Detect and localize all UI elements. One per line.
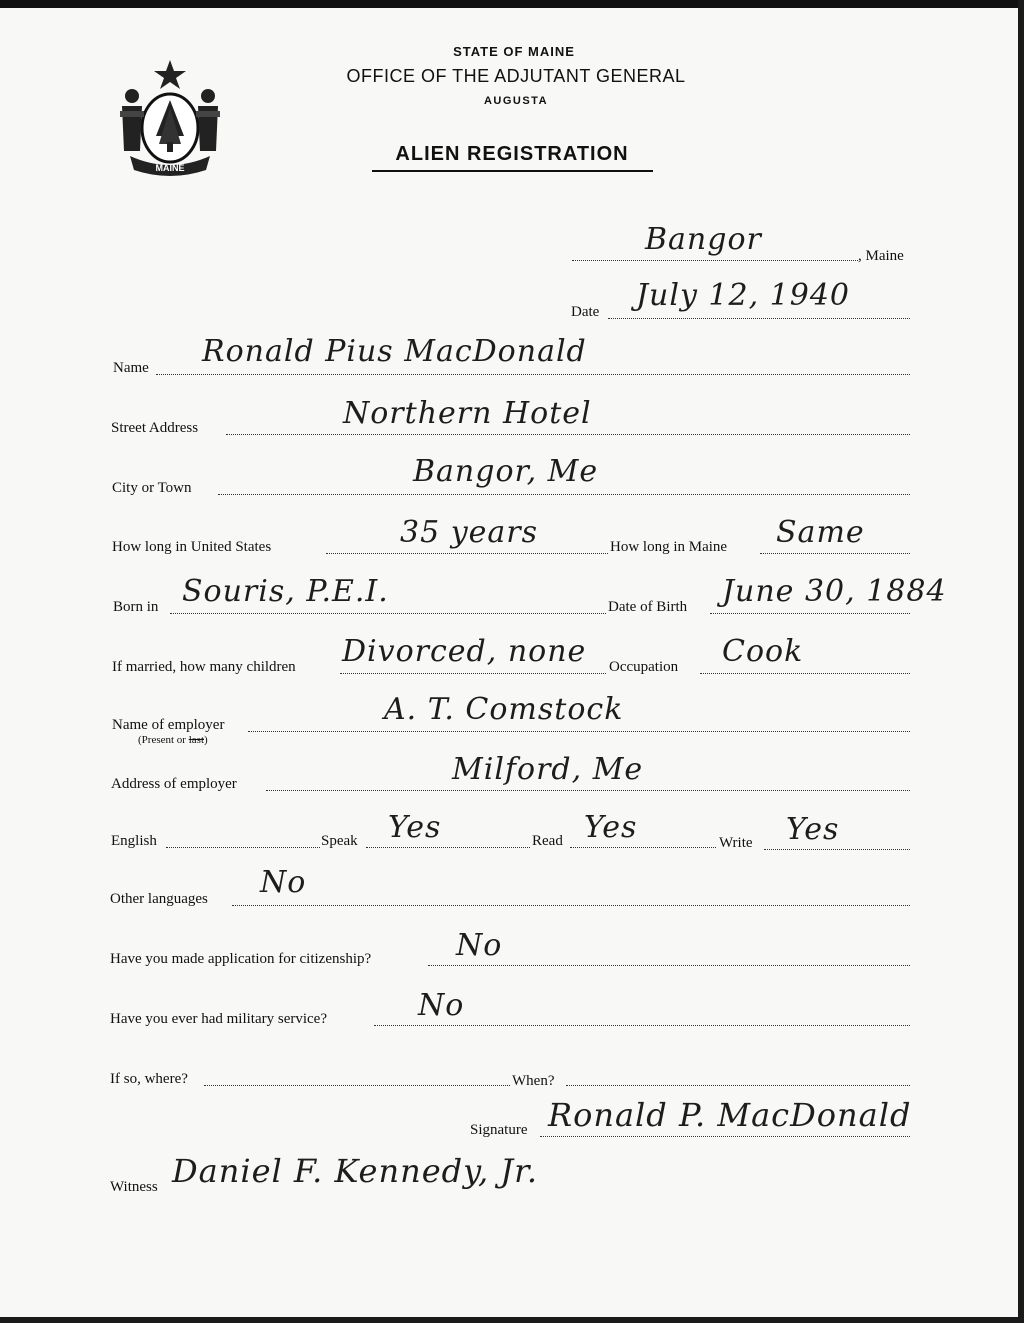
other-languages-line bbox=[232, 905, 910, 906]
speak-label: Speak bbox=[321, 833, 358, 849]
street-address-field[interactable]: Northern Hotel bbox=[343, 396, 592, 431]
years-in-us-field[interactable]: 35 years bbox=[400, 515, 539, 550]
citizenship-line bbox=[428, 965, 910, 966]
military-service-label: Have you ever had military service? bbox=[110, 1011, 327, 1027]
employer-label: Name of employer bbox=[112, 717, 225, 733]
date-of-birth-field[interactable]: June 30, 1884 bbox=[722, 574, 947, 609]
office-heading: OFFICE OF THE ADJUTANT GENERAL bbox=[346, 66, 686, 86]
citizenship-field[interactable]: No bbox=[456, 928, 503, 963]
date-of-birth-line bbox=[710, 613, 910, 614]
name-field[interactable]: Ronald Pius MacDonald bbox=[202, 334, 587, 369]
occupation-line bbox=[700, 673, 910, 674]
witness-field[interactable]: Daniel F. Kennedy, Jr. bbox=[172, 1152, 539, 1190]
employer-address-line bbox=[266, 790, 910, 791]
years-in-maine-line bbox=[760, 553, 910, 554]
english-label: English bbox=[111, 833, 157, 849]
place-line bbox=[572, 260, 858, 261]
signature-line bbox=[540, 1136, 910, 1137]
employer-note-close: ) bbox=[204, 734, 208, 746]
read-field[interactable]: Yes bbox=[584, 810, 638, 845]
employer-line bbox=[248, 731, 910, 732]
born-in-field[interactable]: Souris, P.E.I. bbox=[182, 574, 389, 609]
if-so-where-label: If so, where? bbox=[110, 1071, 188, 1087]
employer-note-present: (Present or bbox=[138, 734, 189, 746]
date-label: Date bbox=[571, 304, 600, 320]
street-address-line bbox=[226, 434, 910, 435]
scan-edge-right bbox=[1018, 0, 1024, 1323]
children-label: If married, how many children bbox=[112, 659, 296, 675]
date-line bbox=[608, 318, 910, 319]
occupation-field[interactable]: Cook bbox=[722, 634, 804, 669]
signature-field[interactable]: Ronald P. MacDonald bbox=[548, 1096, 912, 1134]
employer-field[interactable]: A. T. Comstock bbox=[384, 692, 624, 727]
years-in-us-line bbox=[326, 553, 608, 554]
speak-line bbox=[366, 847, 530, 848]
read-label: Read bbox=[532, 833, 563, 849]
military-service-field[interactable]: No bbox=[418, 988, 465, 1023]
born-in-line bbox=[170, 613, 606, 614]
title-underline bbox=[372, 170, 653, 172]
occupation-label: Occupation bbox=[609, 659, 679, 675]
write-label: Write bbox=[719, 835, 753, 851]
maine-suffix-label: , Maine bbox=[858, 248, 904, 264]
name-line bbox=[156, 374, 910, 375]
other-languages-field[interactable]: No bbox=[260, 865, 307, 900]
if-so-where-line bbox=[204, 1085, 510, 1086]
citizenship-label: Have you made application for citizenship? bbox=[110, 951, 372, 967]
write-line bbox=[764, 849, 910, 850]
when-label: When? bbox=[512, 1073, 555, 1089]
employer-note-last: last bbox=[188, 734, 204, 746]
employer-address-label: Address of employer bbox=[111, 776, 237, 792]
city-town-line bbox=[218, 494, 910, 495]
children-line bbox=[340, 673, 606, 674]
signature-label: Signature bbox=[470, 1122, 528, 1138]
speak-field[interactable]: Yes bbox=[388, 810, 442, 845]
street-address-label: Street Address bbox=[111, 420, 199, 436]
children-field[interactable]: Divorced, none bbox=[342, 634, 587, 669]
state-heading: STATE OF MAINE bbox=[453, 44, 575, 59]
years-in-us-label: How long in United States bbox=[112, 539, 272, 555]
born-in-label: Born in bbox=[113, 599, 159, 615]
date-field[interactable]: July 12, 1940 bbox=[636, 278, 851, 313]
employer-present-or-last-note bbox=[138, 734, 208, 746]
other-languages-label: Other languages bbox=[110, 891, 208, 907]
seal-text: MAINE bbox=[155, 163, 185, 173]
scan-edge-top bbox=[0, 0, 1024, 8]
read-line bbox=[570, 847, 716, 848]
write-field[interactable]: Yes bbox=[786, 812, 840, 847]
years-in-maine-label: How long in Maine bbox=[610, 539, 728, 555]
form-title: ALIEN REGISTRATION bbox=[395, 143, 629, 165]
witness-label: Witness bbox=[110, 1179, 158, 1195]
place-field[interactable]: Bangor bbox=[645, 222, 762, 257]
employer-address-field[interactable]: Milford, Me bbox=[452, 752, 644, 787]
city-town-label: City or Town bbox=[112, 480, 192, 496]
city-town-field[interactable]: Bangor, Me bbox=[413, 454, 599, 489]
when-line bbox=[566, 1085, 910, 1086]
military-service-line bbox=[374, 1025, 910, 1026]
city-heading: AUGUSTA bbox=[483, 95, 549, 107]
english-line bbox=[166, 847, 320, 848]
name-label: Name bbox=[113, 360, 149, 376]
scan-edge-bottom bbox=[0, 1317, 1024, 1323]
date-of-birth-label: Date of Birth bbox=[608, 599, 688, 615]
years-in-maine-field[interactable]: Same bbox=[776, 515, 865, 550]
